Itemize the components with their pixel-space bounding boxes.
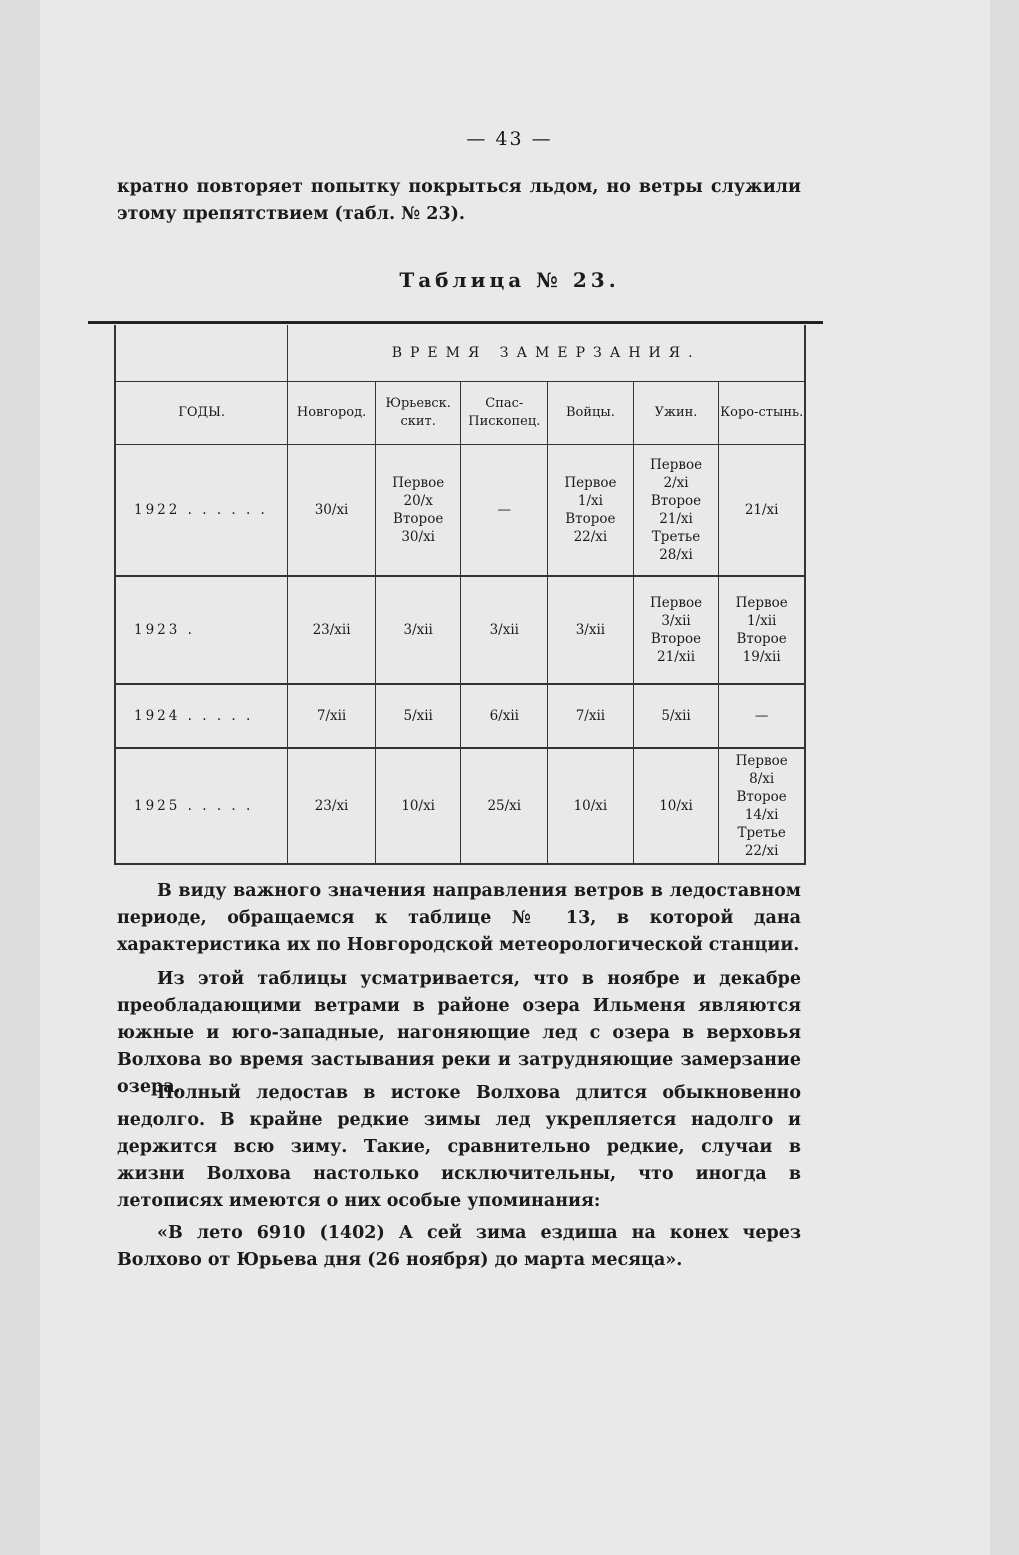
cell-line: 3/xii xyxy=(661,613,691,629)
cell-line: 14/xi xyxy=(744,807,779,823)
column-header: Новгород. xyxy=(288,382,376,445)
table-cell xyxy=(719,445,805,577)
cell-line: Первое xyxy=(564,475,617,491)
cell-line: 23/xii xyxy=(312,622,351,638)
cell-line: Первое xyxy=(649,595,703,611)
freeze-time-table xyxy=(114,325,806,865)
table-cell xyxy=(288,748,376,864)
cell-line: Второе xyxy=(393,511,444,527)
table-cell xyxy=(461,684,548,748)
cell-line: 21/xii xyxy=(657,649,696,665)
column-header-row xyxy=(115,382,805,445)
cell-line: 1/xi xyxy=(577,493,603,509)
year-label: 1922 . . . . . . xyxy=(134,502,268,518)
cell-line: 19/xii xyxy=(742,649,781,665)
cell-line: Второе xyxy=(650,493,702,509)
table-cell xyxy=(633,684,719,748)
cell-line: 10/xi xyxy=(573,798,608,814)
table-cell xyxy=(633,576,719,684)
year-label: 1923 . xyxy=(134,622,195,638)
cell-line: 30/xi xyxy=(314,502,349,518)
cell-line: 25/xi xyxy=(487,798,522,814)
cell-line: 22/xi xyxy=(573,529,608,545)
cell-line: 6/xii xyxy=(489,708,519,724)
cell-line: 5/xii xyxy=(661,708,691,724)
cell-line: 21/xi xyxy=(744,502,779,518)
year-cell xyxy=(115,445,288,577)
table-cell xyxy=(375,684,461,748)
paragraph-1 xyxy=(117,878,801,959)
cell-line: 30/xi xyxy=(401,529,436,545)
table-row xyxy=(115,684,805,748)
paragraph-4 xyxy=(117,1220,801,1274)
cell-line: Первое xyxy=(649,457,703,473)
paragraph-text: В виду важного значения направления ветров в ледоставном периоде, обращаемся к таблице № 13, в которой дана характеристика их по Новгородской метеорологической станции. xyxy=(117,881,801,955)
paragraph-text: Из этой таблицы усматривается, что в ноябре и декабре преобладающими ветрами в районе озера Ильменя являются южные и юго-западные, нагоняющие лед с озера в верховья Волхова во время застывания реки и затрудняющие замерзание озера. xyxy=(117,969,801,1097)
intro-paragraph xyxy=(117,174,801,228)
cell-line: 21/xi xyxy=(659,511,693,527)
column-header: Ужин. xyxy=(633,382,719,445)
table-row xyxy=(115,748,805,864)
column-header: Юрьевск. скит. xyxy=(375,382,461,445)
table-cell xyxy=(375,576,461,684)
table-cell xyxy=(461,576,548,684)
table-top-rule xyxy=(88,321,823,324)
cell-line: 3/xii xyxy=(403,622,433,638)
cell-line: 7/xii xyxy=(316,708,347,724)
year-cell xyxy=(115,684,288,748)
cell-line: Второе xyxy=(736,631,787,647)
cell-line: — xyxy=(497,502,512,518)
table-row xyxy=(115,445,805,577)
intro-text: кратно повторяет попытку покрыться льдом, но ветры служили этому препятствием (табл. № 23). xyxy=(117,177,801,224)
paragraph-3 xyxy=(117,1080,801,1215)
table-cell xyxy=(548,748,634,864)
cell-line: Второе xyxy=(565,511,616,527)
table-cell xyxy=(633,445,719,577)
table-title: Таблица № 23. xyxy=(399,268,620,292)
table-cell xyxy=(461,748,548,864)
year-label: 1925 . . . . . xyxy=(134,798,254,814)
cell-line: 23/xi xyxy=(314,798,349,814)
cell-line: 3/xii xyxy=(575,622,606,638)
table-cell xyxy=(288,576,376,684)
year-label: 1924 . . . . . xyxy=(134,708,254,724)
table-cell xyxy=(288,684,376,748)
year-cell xyxy=(115,576,288,684)
column-header: ГОДЫ. xyxy=(115,382,288,445)
column-header: Войцы. xyxy=(548,382,634,445)
column-header: Коро-стынь. xyxy=(719,382,805,445)
cell-line: 3/xii xyxy=(489,622,519,638)
cell-line: — xyxy=(754,708,769,724)
cell-line: 22/xi xyxy=(744,843,779,859)
cell-line: Третье xyxy=(651,529,701,545)
table-row xyxy=(115,576,805,684)
table-cell xyxy=(548,445,634,577)
table-cell xyxy=(461,445,548,577)
table-cell xyxy=(719,748,805,864)
cell-line: 1/xii xyxy=(746,613,777,629)
column-header: Спас-Пископец. xyxy=(461,382,548,445)
cell-line: Третье xyxy=(737,825,786,841)
table-cell xyxy=(375,748,461,864)
table-cell xyxy=(548,576,634,684)
cell-line: 7/xii xyxy=(575,708,606,724)
table-cell xyxy=(288,445,376,577)
cell-line: 2/xi xyxy=(663,475,689,491)
cell-line: Первое xyxy=(392,475,445,491)
table-cell xyxy=(633,748,719,864)
years-column-header-top xyxy=(115,325,288,382)
cell-line: 10/xi xyxy=(659,798,693,814)
cell-line: 20/x xyxy=(403,493,433,509)
paragraph-text: «В лето 6910 (1402) А сей зима ездиша на конех через Волхово от Юрьева дня (26 ноября) до марта месяца». xyxy=(117,1223,801,1270)
cell-line: Второе xyxy=(736,789,787,805)
table-cell xyxy=(548,684,634,748)
year-cell xyxy=(115,748,288,864)
cell-line: 5/xii xyxy=(403,708,433,724)
table-cell xyxy=(719,684,805,748)
cell-line: 8/xi xyxy=(749,771,775,787)
cell-line: Второе xyxy=(650,631,702,647)
cell-line: 28/xi xyxy=(659,547,693,563)
cell-line: 10/xi xyxy=(401,798,436,814)
cell-line: Первое xyxy=(735,595,788,611)
page-number: — 43 — xyxy=(466,128,553,150)
cell-line: Первое xyxy=(735,753,788,769)
table-cell xyxy=(375,445,461,577)
group-header: ВРЕМЯ ЗАМЕРЗАНИЯ. xyxy=(288,325,805,382)
paragraph-text: Полный ледостав в истоке Волхова длится обыкновенно недолго. В крайне редкие зимы лед укрепляется надолго и держится всю зиму. Такие, сравнительно редкие, случаи в жизни Волхова настолько исключительны, что иногда в летописях имеются о них особые упоминания: xyxy=(117,1083,801,1211)
table-cell xyxy=(719,576,805,684)
